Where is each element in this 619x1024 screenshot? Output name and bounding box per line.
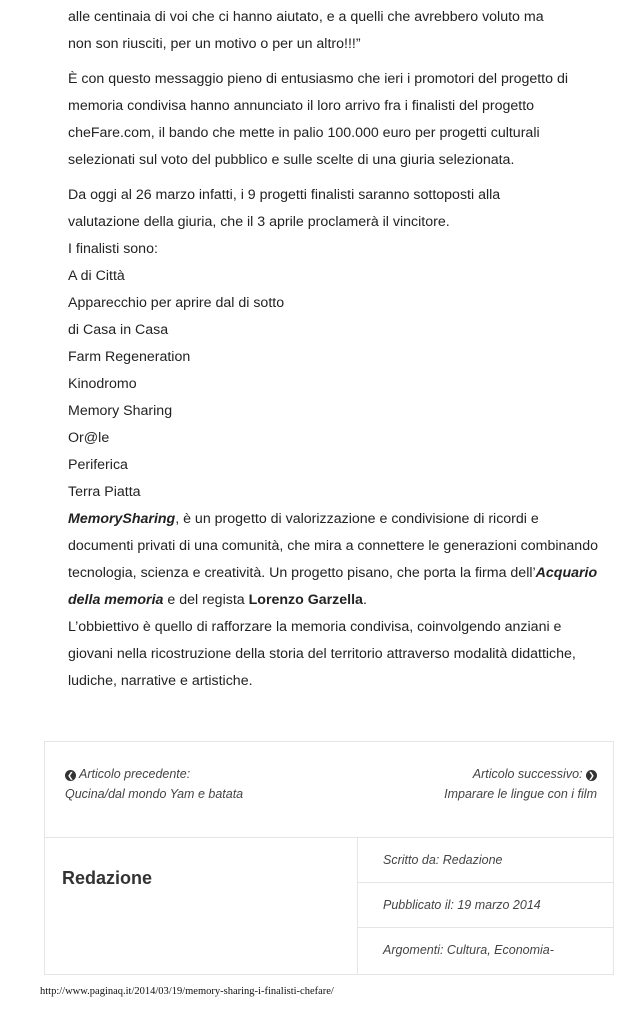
list-item: Terra Piatta <box>68 484 141 500</box>
memorysharing-text-2: e del regista <box>163 592 249 608</box>
previous-article-link[interactable] <box>65 764 265 804</box>
topics[interactable]: Argomenti: Cultura, Economia- <box>383 943 554 957</box>
director-name: Lorenzo Garzella <box>248 592 363 608</box>
quote-line-1: alle centinaia di voi che ci hanno aiutato, e a quelli che avrebbero voluto ma <box>68 9 544 25</box>
announcement-paragraph: È con questo messaggio pieno di entusiasmo che ieri i promotori del progetto di memoria condivisa hanno annunciato il loro arrivo fra i finalisti del progetto cheFare.com, il bando che mette in palio 100.000 euro per progetti culturali selezionati sul voto del pubblico e sulle scelte di una giuria selezionata. <box>68 71 568 168</box>
quote-paragraph <box>68 4 598 58</box>
list-item: Or@le <box>68 430 110 446</box>
author-panel <box>45 838 358 974</box>
post-navigation <box>44 741 614 838</box>
jury-line-2: valutazione della giuria, che il 3 aprile proclamerà il vincitore. <box>68 214 450 230</box>
list-item: Memory Sharing <box>68 403 173 419</box>
memorysharing-text-1: , è un progetto di valorizzazione e condivisione di ricordi e documenti privati di una comunità, che mira a connettere le generazioni combinando tecnologia, scienza e creatività. Un progetto pisano, che porta la firma dell’ <box>68 511 598 581</box>
memorysharing-name: MemorySharing <box>68 511 176 527</box>
circle-chevron-left-icon: ❮ <box>65 770 76 781</box>
list-item: Farm Regeneration <box>68 349 191 365</box>
author-box <box>44 838 614 975</box>
memorysharing-text-3: . <box>362 592 367 608</box>
finalists-list <box>68 263 598 506</box>
written-by: Scritto da: Redazione <box>357 838 614 883</box>
objective-paragraph: L’obbiettivo è quello di rafforzare la memoria condivisa, coinvolgendo anziani e giovani nella ricostruzione della storia del territorio attraverso modalità didattiche, ludiche, narrative e artistiche. <box>68 619 576 689</box>
next-article-label: Articolo successivo: <box>472 767 583 781</box>
page-url: http://www.paginaq.it/2014/03/19/memory-sharing-i-finalisti-chefare/ <box>40 986 334 997</box>
acquario-link[interactable]: Acquario della memoria <box>68 565 598 608</box>
list-item: Kinodromo <box>68 376 137 392</box>
jury-line-1: Da oggi al 26 marzo infatti, i 9 progetti finalisti saranno sottoposti alla <box>68 187 501 203</box>
circle-chevron-right-icon: ❯ <box>586 770 597 781</box>
list-item: Periferica <box>68 457 128 473</box>
previous-article-title: Qucina/dal mondo Yam e batata <box>65 787 244 801</box>
next-article-link[interactable] <box>444 764 597 804</box>
memorysharing-paragraph <box>68 506 598 614</box>
published-date: Pubblicato il: 19 marzo 2014 <box>357 883 614 928</box>
list-item: A di Città <box>68 268 125 284</box>
article-body <box>68 4 598 695</box>
finalists-intro: I finalisti sono: <box>68 241 158 257</box>
next-article-title: Imparare le lingue con i film <box>444 787 597 801</box>
author-name: Redazione <box>62 868 153 888</box>
previous-article-label: Articolo precedente: <box>79 767 191 781</box>
jury-paragraph <box>68 182 598 263</box>
quote-line-2: non son riusciti, per un motivo o per un altro!!!” <box>68 36 361 52</box>
list-item: di Casa in Casa <box>68 322 169 338</box>
list-item: Apparecchio per aprire dal di sotto <box>68 295 285 311</box>
